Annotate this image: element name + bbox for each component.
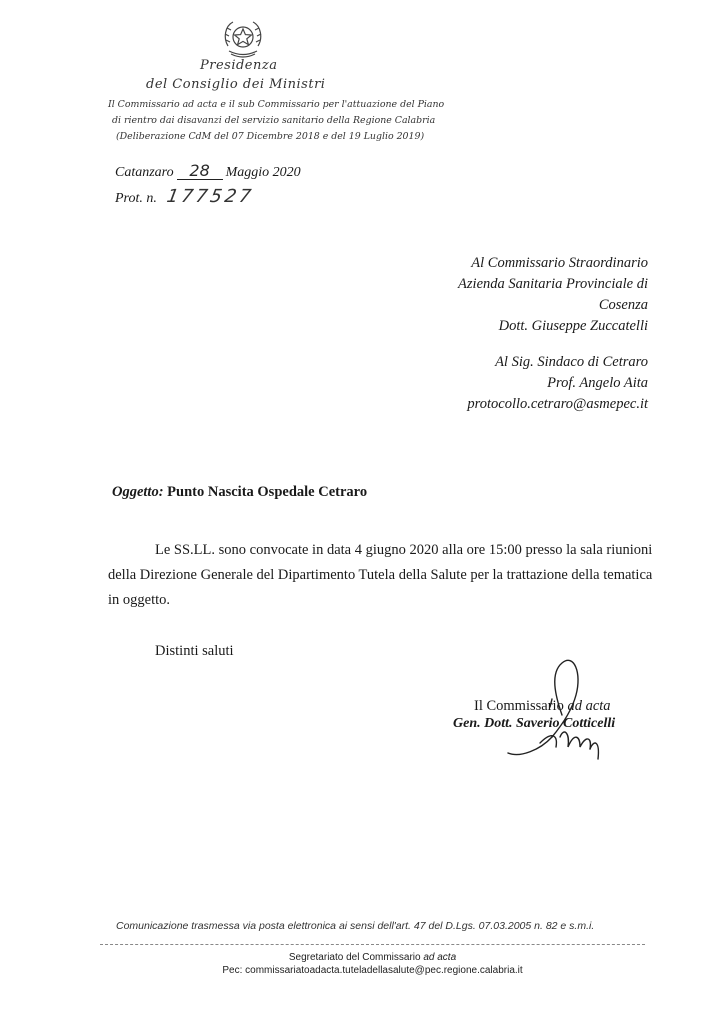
subject-text: Punto Nascita Ospedale Cetraro (167, 484, 368, 500)
body-paragraph: Le SS.LL. sono convocate in data 4 giugno 2020 alla ore 15:00 presso la sala riunioni della Direzione Generale del Dipartimento Tutela della Salute per la trattazione della tematica in oggetto. (108, 542, 653, 608)
subject-label: Oggetto: (112, 484, 164, 500)
closing-greeting: Distinti saluti (155, 643, 234, 659)
recipient-block-2 (467, 352, 648, 415)
handwritten-signature (500, 655, 620, 767)
presidenza-heading: Presidenza (200, 58, 278, 73)
recipient-email: protocollo.cetraro@asmepec.it (467, 396, 648, 412)
footer-office (100, 952, 645, 963)
handwritten-day: 28 (177, 163, 223, 180)
commissario-line-1: Il Commissario ad acta e il sub Commissario per l'attuazione del Piano (108, 99, 445, 110)
recipient-line: Al Sig. Sindaco di Cetraro (495, 354, 648, 370)
footer-note: Comunicazione trasmessa via posta elettronica ai sensi dell'art. 47 del D.Lgs. 07.03.2005 n. 82 e s.m.i. (116, 920, 595, 932)
signer-name: Gen. Dott. Saverio Cotticelli (453, 716, 616, 731)
footer-divider (100, 944, 645, 945)
recipient-block-1 (458, 253, 648, 337)
handwritten-prot-number: 177527 (165, 186, 256, 207)
recipient-line: Al Commissario Straordinario (471, 255, 648, 271)
signer-role-prefix: Il Commissario (474, 698, 564, 714)
recipient-line: Azienda Sanitaria Provinciale di (458, 276, 648, 292)
commissario-line-3: (Deliberazione CdM del 07 Dicembre 2018 e del 19 Luglio 2019) (116, 131, 425, 142)
recipient-line: Cosenza (598, 297, 648, 313)
subject-line (112, 484, 367, 501)
consiglio-heading: del Consiglio dei Ministri (146, 77, 326, 92)
recipient-line: Dott. Giuseppe Zuccatelli (498, 318, 648, 334)
footer-pec: Pec: commissariatoadacta.tuteladellasalute@pec.regione.calabria.it (222, 965, 523, 976)
month-year: Maggio 2020 (225, 165, 301, 180)
footer-office-prefix: Segretariato del Commissario (288, 952, 421, 963)
footer-office-suffix: ad acta (423, 952, 457, 963)
recipient-line: Prof. Angelo Aita (547, 375, 648, 391)
republic-emblem-icon (219, 16, 267, 62)
commissario-line-2: di rientro dai disavanzi del servizio sanitario della Regione Calabria (112, 115, 436, 126)
body-text (108, 538, 656, 613)
signer-role-suffix: ad acta (567, 698, 611, 714)
city: Catanzaro (115, 165, 174, 180)
protocol-number (115, 186, 254, 207)
prot-label: Prot. n. (115, 191, 157, 206)
place-date (115, 163, 301, 181)
